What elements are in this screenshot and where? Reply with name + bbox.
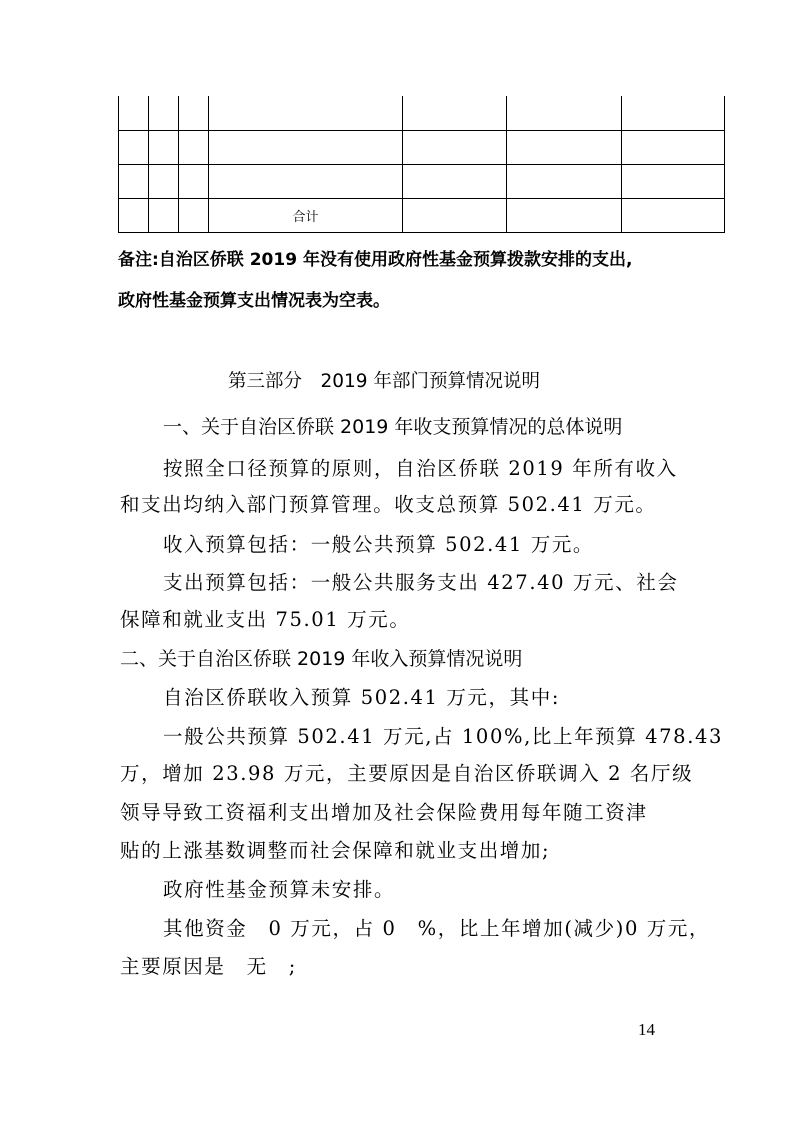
table-cell — [622, 165, 725, 199]
table-cell — [149, 96, 179, 131]
table-cell — [622, 96, 725, 131]
table-cell — [149, 131, 179, 165]
table-row — [119, 96, 725, 131]
table-cell — [119, 199, 149, 233]
note-line-1: 备注:自治区侨联 2019 年没有使用政府性基金预算拨款安排的支出, — [118, 250, 633, 270]
section1-heading: 一、关于自治区侨联 2019 年收支预算情况的总体说明 — [163, 416, 623, 438]
table-cell — [507, 131, 622, 165]
table-cell — [622, 199, 725, 233]
total-label: 合计 — [209, 199, 403, 233]
section1-paragraph1-line1: 按照全口径预算的原则，自治区侨联 2019 年所有收入 — [163, 457, 678, 480]
section2-heading: 二、关于自治区侨联 2019 年收入预算情况说明 — [120, 648, 523, 670]
table-cell — [179, 199, 209, 233]
table-cell — [507, 199, 622, 233]
table-cell — [149, 165, 179, 199]
table-cell — [507, 96, 622, 131]
table-cell — [403, 199, 507, 233]
section2-paragraph2-line2: 万，增加 23.98 万元，主要原因是自治区侨联调入 2 名厅级 — [120, 762, 694, 785]
section1-paragraph2: 收入预算包括：一般公共预算 502.41 万元。 — [163, 533, 595, 556]
page-number: 14 — [638, 1020, 655, 1039]
table-row-total — [119, 199, 725, 233]
table-cell — [403, 131, 507, 165]
section1-paragraph3-line2: 保障和就业支出 75.01 万元。 — [120, 608, 411, 631]
part-title: 第三部分 2019 年部门预算情况说明 — [228, 371, 540, 392]
table-cell — [179, 165, 209, 199]
table-cell — [179, 131, 209, 165]
table-cell — [149, 199, 179, 233]
table-cell — [119, 131, 149, 165]
table-cell — [209, 165, 403, 199]
section2-paragraph2-line4: 贴的上涨基数调整而社会保障和就业支出增加; — [120, 839, 551, 862]
table-cell — [622, 131, 725, 165]
table-cell — [179, 96, 209, 131]
section2-paragraph1: 自治区侨联收入预算 502.41 万元，其中: — [163, 686, 560, 709]
section1-paragraph1-line2: 和支出均纳入部门预算管理。收支总预算 502.41 万元。 — [120, 493, 657, 516]
table-cell — [209, 131, 403, 165]
table-cell — [403, 96, 507, 131]
section2-paragraph3: 政府性基金预算未安排。 — [163, 878, 396, 901]
table-cell — [403, 165, 507, 199]
section1-paragraph3-line1: 支出预算包括：一般公共服务支出 427.40 万元、社会 — [163, 571, 679, 594]
table-cell — [119, 165, 149, 199]
section2-paragraph4-line2: 主要原因是 无 ; — [120, 955, 297, 978]
table-row — [119, 165, 725, 199]
table-cell — [209, 96, 403, 131]
section2-paragraph2-line3: 领导导致工资福利支出增加及社会保险费用每年随工资津 — [120, 801, 648, 824]
table-cell — [507, 165, 622, 199]
note-line-2: 政府性基金预算支出情况表为空表。 — [118, 291, 390, 311]
table-row — [119, 131, 725, 165]
section2-paragraph4-line1: 其他资金 0 万元，占 0 %，比上年增加(减少)0 万元， — [163, 917, 711, 940]
section2-paragraph2-line1: 一般公共预算 502.41 万元,占 100%,比上年预算 478.43 — [163, 725, 724, 748]
fund-expenditure-table — [118, 96, 725, 233]
table-cell — [119, 96, 149, 131]
